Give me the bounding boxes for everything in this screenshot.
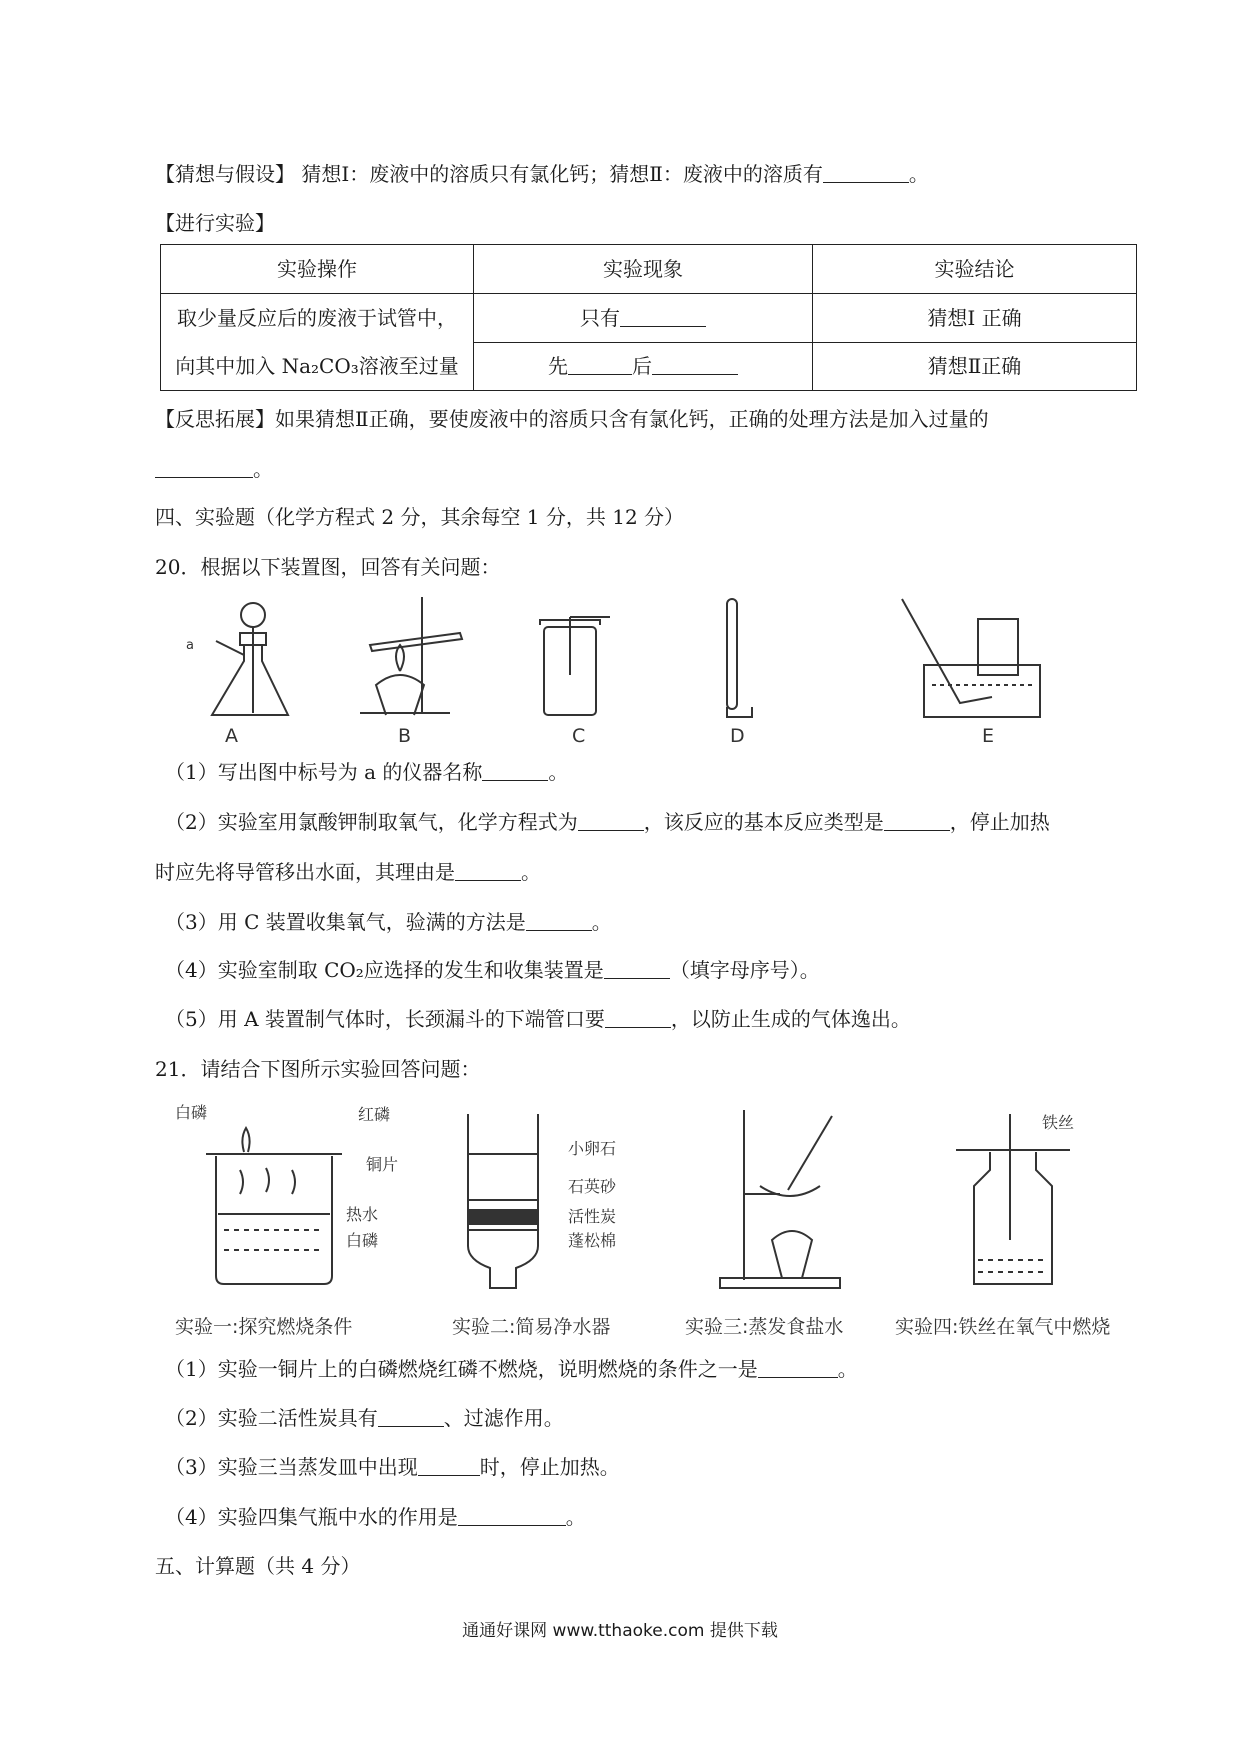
- operation-cell: 取少量反应后的废液于试管中， 向其中加入 Na₂CO₃溶液至过量: [161, 294, 474, 391]
- exp2-caption: 实验二:简易净水器: [452, 1316, 611, 1338]
- answer-blank[interactable]: [823, 162, 909, 183]
- table-header: 实验结论: [813, 245, 1137, 294]
- exp2-label: 蓬松棉: [568, 1231, 617, 1250]
- apparatus-a-drawing: [200, 595, 300, 725]
- answer-blank[interactable]: [458, 1505, 566, 1526]
- hypothesis-text: 猜想Ⅰ：废液中的溶质只有氯化钙；猜想Ⅱ：废液中的溶质有: [301, 162, 823, 186]
- q21-item: （1）实验一铜片上的白磷燃烧红磷不燃烧，说明燃烧的条件之一是 。: [165, 1357, 858, 1381]
- section-5-heading: 五、计算题（共 4 分）: [155, 1554, 361, 1578]
- q20-item: 时应先将导管移出水面，其理由是 。: [155, 860, 541, 884]
- apparatus-label: C: [572, 725, 586, 747]
- q20-item: （1）写出图中标号为 a 的仪器名称 。: [165, 760, 569, 784]
- table-row: [161, 294, 1137, 343]
- exp2-label: 活性炭: [568, 1207, 617, 1226]
- exp3-evaporation-drawing: [710, 1110, 850, 1300]
- answer-blank[interactable]: [378, 1406, 444, 1427]
- conclusion-cell: 猜想Ⅰ 正确: [813, 294, 1137, 343]
- apparatus-label: A: [225, 725, 238, 747]
- answer-blank[interactable]: [620, 306, 706, 327]
- exp1-caption: 实验一:探究燃烧条件: [175, 1316, 353, 1338]
- exp2-filter-drawing: [460, 1110, 560, 1300]
- hypothesis-label: 【猜想与假设】: [155, 162, 295, 186]
- apparatus-b-drawing: [350, 595, 490, 725]
- answer-blank[interactable]: [418, 1455, 480, 1476]
- q20-item: （4）实验室制取 CO₂应选择的发生和收集装置是 （填字母序号）。: [165, 958, 820, 982]
- table-header-row: [161, 245, 1137, 294]
- apparatus-label: B: [398, 725, 412, 747]
- experiment-label: 【进行实验】: [155, 211, 275, 235]
- exp4-caption: 实验四:铁丝在氧气中燃烧: [895, 1316, 1111, 1338]
- exp2-label: 石英砂: [568, 1177, 617, 1196]
- q21-item: （2）实验二活性炭具有 、过滤作用。: [165, 1406, 564, 1430]
- conclusion-cell: 猜想Ⅱ正确: [813, 342, 1137, 391]
- apparatus-label: D: [730, 725, 745, 747]
- answer-blank[interactable]: [884, 810, 950, 831]
- exp1-label: 铜片: [366, 1155, 399, 1174]
- reflection-blank-line: 。: [155, 455, 273, 483]
- exp1-label: 白磷: [346, 1231, 379, 1250]
- answer-blank[interactable]: [482, 760, 548, 781]
- answer-blank[interactable]: [455, 860, 521, 881]
- apparatus-e-drawing: [900, 595, 1050, 725]
- answer-blank[interactable]: [758, 1357, 838, 1378]
- experiment-table: [160, 244, 1137, 391]
- reflection-line: 【反思拓展】如果猜想Ⅱ正确，要使废液中的溶质只含有氯化钙，正确的处理方法是加入过量的: [155, 407, 989, 431]
- exp3-caption: 实验三:蒸发食盐水: [685, 1316, 844, 1338]
- experiment-figure: [170, 1100, 1160, 1340]
- exp1-label: 热水: [346, 1205, 379, 1224]
- q20-item: （3）用 C 装置收集氧气，验满的方法是 。: [165, 910, 612, 934]
- apparatus-label: E: [982, 725, 995, 747]
- question-21-stem: 21．请结合下图所示实验回答问题：: [155, 1057, 481, 1081]
- phenomenon-cell: 先 后: [474, 342, 813, 391]
- exp2-label: 小卵石: [568, 1139, 617, 1158]
- exp1-label: 白磷: [175, 1103, 208, 1122]
- mark-a-label: a: [186, 638, 194, 653]
- question-20-stem: 20．根据以下装置图，回答有关问题：: [155, 555, 501, 579]
- apparatus-d-drawing: [712, 595, 772, 725]
- exp4-label: 铁丝: [1042, 1113, 1075, 1132]
- hypothesis-line: 【猜想与假设】 猜想Ⅰ：废液中的溶质只有氯化钙；猜想Ⅱ：废液中的溶质有 。: [155, 162, 929, 186]
- answer-blank[interactable]: [605, 1007, 671, 1028]
- answer-blank[interactable]: [652, 354, 738, 375]
- exp1-beaker-drawing: [200, 1120, 350, 1290]
- exp4-gas-bottle-drawing: [950, 1110, 1080, 1300]
- page-footer: 通通好课网 www.tthaoke.com 提供下载: [462, 1621, 778, 1641]
- q20-item: （5）用 A 装置制气体时，长颈漏斗的下端管口要 ，以防止生成的气体逸出。: [165, 1007, 911, 1031]
- table-header: 实验操作: [161, 245, 474, 294]
- q21-item: （3）实验三当蒸发皿中出现 时，停止加热。: [165, 1455, 620, 1479]
- answer-blank[interactable]: [568, 354, 632, 375]
- answer-blank[interactable]: [526, 910, 592, 931]
- answer-blank[interactable]: [578, 810, 644, 831]
- answer-blank[interactable]: [604, 958, 670, 979]
- phenomenon-cell: 只有: [474, 294, 813, 343]
- answer-blank[interactable]: [155, 457, 253, 478]
- exp1-label: 红磷: [358, 1105, 391, 1124]
- section-4-heading: 四、实验题（化学方程式 2 分，其余每空 1 分，共 12 分）: [155, 505, 685, 529]
- table-header: 实验现象: [474, 245, 813, 294]
- q21-item: （4）实验四集气瓶中水的作用是 。: [165, 1505, 586, 1529]
- apparatus-figure: [180, 595, 1080, 745]
- apparatus-c-drawing: [530, 595, 620, 725]
- q20-item: （2）实验室用氯酸钾制取氧气，化学方程式为 ，该反应的基本反应类型是 ，停止加热: [165, 810, 1050, 834]
